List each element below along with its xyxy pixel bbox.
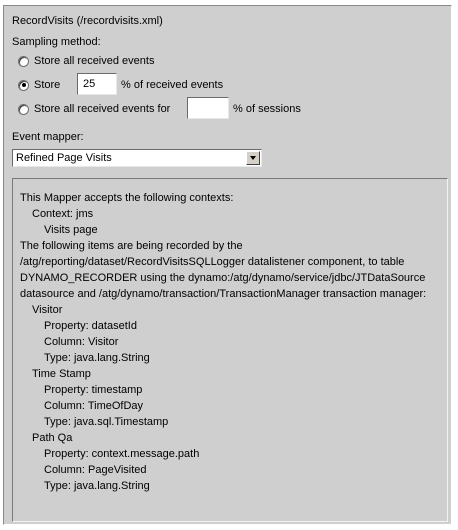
radio-store-sessions[interactable] <box>18 104 29 115</box>
radio-store-all[interactable] <box>18 56 29 67</box>
description-line: Column: PageVisited <box>44 464 147 476</box>
option-store-all-label: Store all received events <box>34 55 155 67</box>
description-line: Type: java.lang.String <box>44 480 150 492</box>
description-line: Time Stamp <box>32 368 91 380</box>
description-line: Visitor <box>32 304 63 316</box>
radio-store-percent[interactable] <box>18 80 29 91</box>
sampling-method-label: Sampling method: <box>12 36 101 48</box>
description-line: Column: Visitor <box>44 336 119 348</box>
description-line: Property: context.message.path <box>44 448 200 460</box>
description-line: DYNAMO_RECORDER using the dynamo:/atg/dynamo/service/jdbc/JTDataSource <box>20 272 426 284</box>
event-mapper-value: Refined Page Visits <box>16 152 112 164</box>
option-store-percent[interactable] <box>18 77 60 93</box>
option-store-percent-suffix: % of received events <box>121 79 224 91</box>
description-line: Property: datasetId <box>44 320 137 332</box>
description-line: Property: timestamp <box>44 384 143 396</box>
record-visits-panel <box>3 5 452 525</box>
option-store-percent-prefix: Store <box>34 79 61 91</box>
option-store-sessions-prefix: Store all received events for <box>34 103 171 115</box>
chevron-down-icon[interactable] <box>246 151 260 165</box>
mapper-description-box <box>12 178 448 522</box>
store-percent-input[interactable]: 25 <box>77 73 117 95</box>
option-store-sessions-suffix: % of sessions <box>233 103 301 115</box>
description-line: Type: java.lang.String <box>44 352 150 364</box>
description-line: Context: jms <box>32 208 94 220</box>
option-store-sessions[interactable] <box>18 101 170 117</box>
description-line: Type: java.sql.Timestamp <box>44 416 169 428</box>
description-line: The following items are being recorded by the <box>20 240 243 252</box>
description-line: datasource and /atg/dynamo/transaction/TransactionManager transaction manager: <box>20 288 427 300</box>
description-line: Path Qa <box>32 432 73 444</box>
option-store-all[interactable] <box>18 53 154 69</box>
description-line: Column: TimeOfDay <box>44 400 144 412</box>
sessions-percent-input[interactable] <box>187 97 229 119</box>
panel-title: RecordVisits (/recordvisits.xml) <box>12 15 163 27</box>
event-mapper-label: Event mapper: <box>12 131 84 143</box>
description-line: This Mapper accepts the following contexts: <box>20 192 234 204</box>
event-mapper-select[interactable] <box>12 149 262 167</box>
description-line: /atg/reporting/dataset/RecordVisitsSQLLogger datalistener component, to table <box>20 256 405 268</box>
description-line: Visits page <box>44 224 98 236</box>
